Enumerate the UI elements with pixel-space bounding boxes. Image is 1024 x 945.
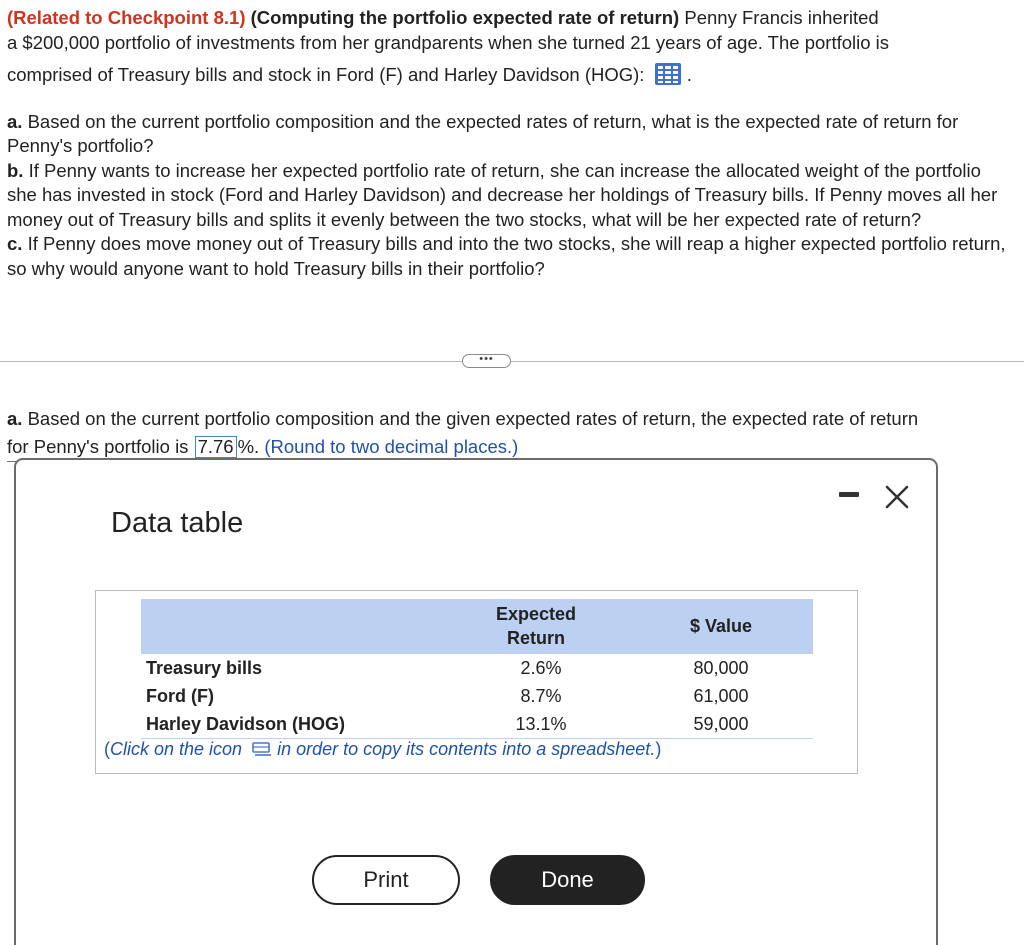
answer-text-1: Based on the current portfolio composition and the given expected rates of return, the expected rate of return [22,408,919,429]
question-intro-2: a $200,000 portfolio of investments from her grandparents when she turned 21 years of age. The portfolio is [7,31,890,53]
round-note: (Round to two decimal places.) [264,436,519,457]
question-intro-3: comprised of Treasury bills and stock in Ford (F) and Harley Davidson (HOG): [7,64,645,85]
table-header [141,599,813,654]
header-expected-return: Expected Return [495,604,577,648]
done-button[interactable]: Done [490,855,645,905]
data-table-dialog [14,458,938,945]
header-value: $ Value [689,616,753,636]
row-value: 80,000 [693,658,749,678]
part-a: a. Based on the current portfolio composition and the expected rates of return, what is the expected rate of return for Penny's portfolio? [7,110,959,156]
table-row [141,682,813,710]
related-checkpoint: (Related to Checkpoint 8.1) [7,7,246,28]
question-intro-3-end: . [686,64,692,85]
dialog-title: Data table [111,507,244,539]
row-name: Harley Davidson (HOG) [146,714,346,734]
part-c: c. If Penny does move money out of Treasury bills and into the two stocks, she will reap a higher expected portfolio return, so why would anyone want to hold Treasury bills in their portfolio? [7,233,1006,279]
data-table-grid-icon[interactable] [654,62,682,86]
copy-note: (Click on the icon in order to copy its contents into a spreadsheet.) [104,739,662,759]
question-topic: (Computing the portfolio expected rate of return) [250,7,680,28]
question-text [7,6,1012,281]
row-return: 2.6% [520,658,562,678]
answer-suffix: %. [237,436,260,457]
part-b: b. If Penny wants to increase her expected portfolio rate of return, she can increase the allocated weight of the portfolio she has invested in stock (Ford and Harley Davidson) and decrease her holdings of Treasury bills. If Penny moves all her money out of Treasury bills and splits it evenly between the two stocks, what will be her expected rate of return? [7,159,998,230]
answer-input[interactable]: 7.76 [195,436,237,458]
question-intro-1: Penny Francis inherited [679,7,879,28]
close-icon[interactable] [884,484,910,510]
section-divider [0,361,1024,362]
answer-text [7,405,1017,462]
answer-label: a. [7,408,23,429]
row-return: 8.7% [520,686,562,706]
more-button[interactable]: ••• [462,354,511,368]
row-name: Ford (F) [146,686,214,706]
print-button[interactable]: Print [312,855,460,905]
data-table [95,590,858,774]
row-value: 59,000 [693,714,749,734]
copy-to-spreadsheet-icon[interactable] [251,741,273,757]
row-return: 13.1% [515,714,567,734]
minimize-icon[interactable] [839,492,859,497]
row-name: Treasury bills [146,658,263,678]
table-row [141,710,813,738]
table-row [141,654,813,682]
row-value: 61,000 [693,686,749,706]
question-parts [7,110,1012,282]
answer-text-2: for Penny's portfolio is [7,436,189,457]
